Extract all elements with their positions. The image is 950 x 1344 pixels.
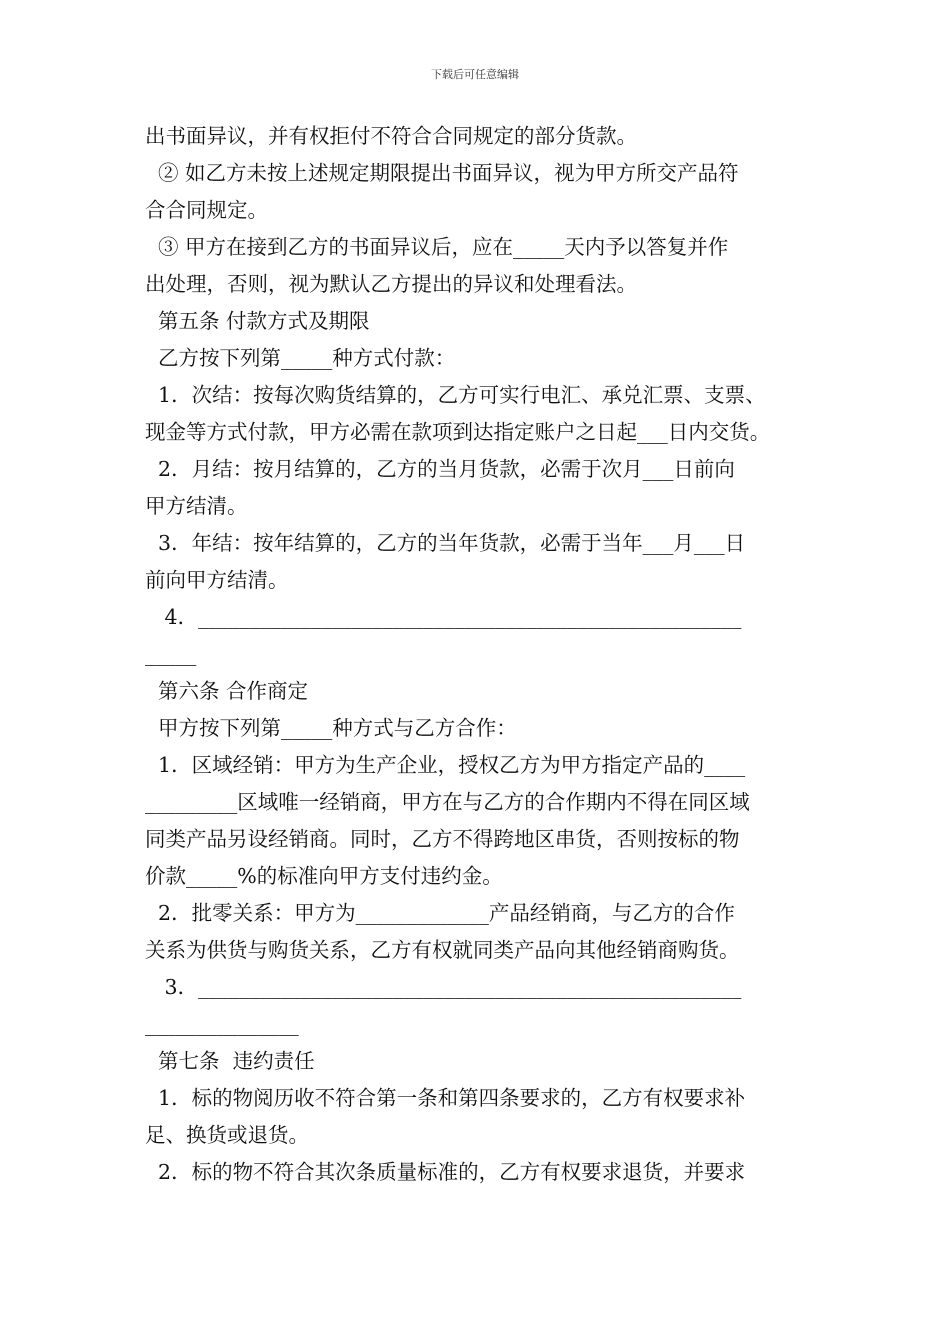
text-line: 前向甲方结清。 (145, 568, 289, 592)
text-line: 出书面异议，并有权拒付不符合合同规定的部分货款。 (145, 124, 637, 148)
blank-fill-line: 3．_____________________________________________________ (145, 975, 742, 999)
text-line: 合合同规定。 (145, 198, 268, 222)
text-line: 2．月结：按月结算的，乙方的当月货款，必需于次月___日前向 (145, 457, 735, 481)
section-heading: 第七条 违约责任 (145, 1049, 315, 1073)
page-header: 下载后可任意编辑 (431, 68, 519, 81)
text-line: ③ 甲方在接到乙方的书面异议后，应在_____天内予以答复并作 (145, 235, 729, 259)
text-line: 3．年结：按年结算的，乙方的当年货款，必需于当年___月___日 (145, 531, 746, 555)
text-line: 现金等方式付款，甲方必需在款项到达指定账户之日起___日内交货。 (145, 420, 771, 444)
section-heading: 第六条 合作商定 (145, 679, 309, 703)
text-line: _________区域唯一经销商，甲方在与乙方的合作期内不得在同区域 (145, 790, 750, 814)
blank-fill-line: _______________ (145, 1012, 299, 1036)
text-line: 同类产品另设经销商。同时，乙方不得跨地区串货，否则按标的物 (145, 827, 740, 851)
text-line: 价款_____%的标准向甲方支付违约金。 (145, 864, 503, 888)
text-line: ② 如乙方未按上述规定期限提出书面异议，视为甲方所交产品符 (145, 161, 739, 185)
document-body (145, 118, 815, 1191)
text-line: 甲方结清。 (145, 494, 248, 518)
text-line: 乙方按下列第_____种方式付款： (145, 346, 456, 370)
text-line: 2．标的物不符合其次条质量标准的，乙方有权要求退货，并要求 (145, 1160, 746, 1184)
text-line: 1．次结：按每次购货结算的，乙方可实行电汇、承兑汇票、支票、 (145, 383, 766, 407)
section-heading: 第五条 付款方式及期限 (145, 309, 370, 333)
text-line: 1．区域经销：甲方为生产企业，授权乙方为甲方指定产品的____ (145, 753, 746, 777)
blank-fill-line: _____ (145, 642, 197, 666)
text-line: 出处理，否则，视为默认乙方提出的异议和处理看法。 (145, 272, 637, 296)
blank-fill-line: 4．_____________________________________________________ (145, 605, 742, 629)
text-line: 足、换货或退货。 (145, 1123, 309, 1147)
text-line: 关系为供货与购货关系，乙方有权就同类产品向其他经销商购货。 (145, 938, 740, 962)
text-line: 2．批零关系：甲方为_____________产品经销商，与乙方的合作 (145, 901, 735, 925)
text-line: 1．标的物阅历收不符合第一条和第四条要求的，乙方有权要求补 (145, 1086, 746, 1110)
text-line: 甲方按下列第_____种方式与乙方合作： (145, 716, 517, 740)
